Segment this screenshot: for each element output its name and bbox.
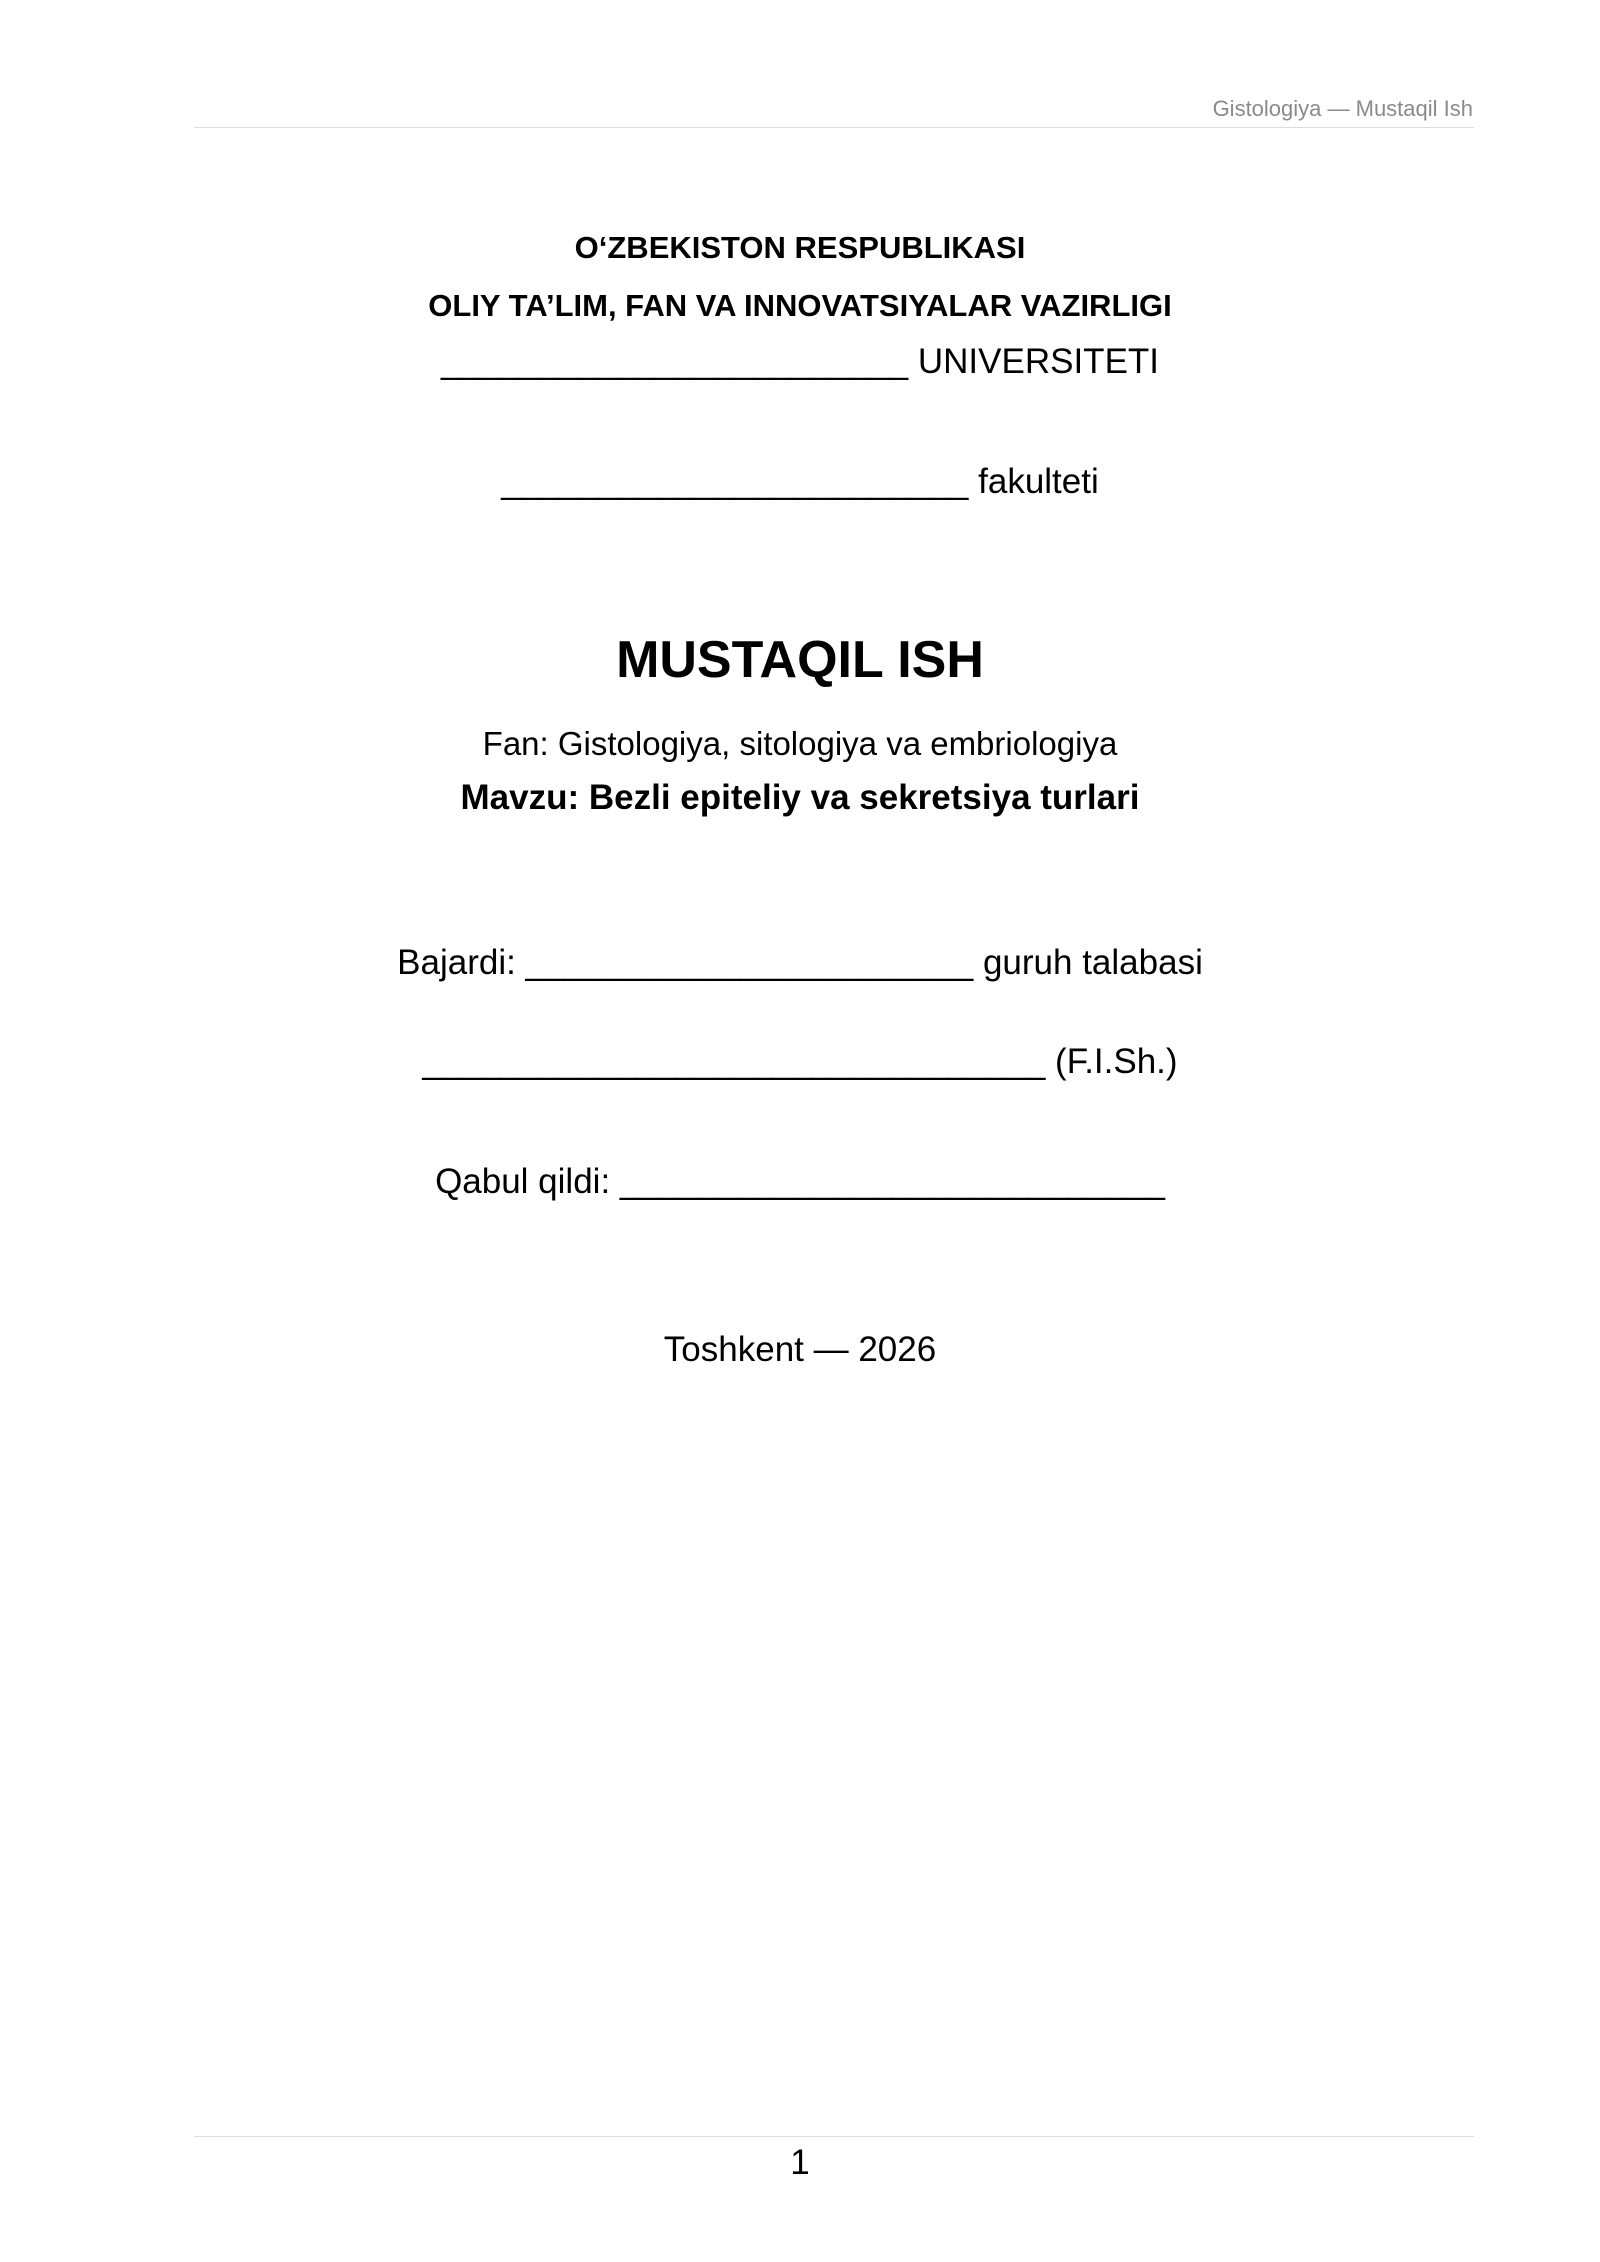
footer-divider: [194, 2136, 1474, 2137]
faculty-line: ________________________ fakulteti: [501, 462, 1099, 501]
ministry-name: OLIY TA’LIM, FAN VA INNOVATSIYALAR VAZIRLIGI: [428, 288, 1172, 323]
university-line: ________________________ UNIVERSITETI: [440, 342, 1160, 381]
country-name: O‘ZBEKISTON RESPUBLIKASI: [574, 230, 1026, 265]
subject-line: Fan: Gistologiya, sitologiya va embriologiya: [482, 725, 1118, 762]
performed-by-line: Bajardi: _______________________ guruh talabasi: [397, 943, 1203, 982]
work-title: MUSTAQIL ISH: [616, 631, 984, 689]
page-number: 1: [790, 2143, 810, 2182]
header-divider: [194, 127, 1474, 128]
topic-line: Mavzu: Bezli epiteliy va sekretsiya turlari: [460, 778, 1140, 817]
city-year: Toshkent — 2026: [663, 1330, 937, 1369]
full-name-line: ________________________________ (F.I.Sh.): [422, 1042, 1178, 1081]
running-header: Gistologiya — Mustaqil Ish: [1212, 96, 1473, 121]
accepted-by-line: Qabul qildi: ____________________________: [435, 1162, 1165, 1201]
